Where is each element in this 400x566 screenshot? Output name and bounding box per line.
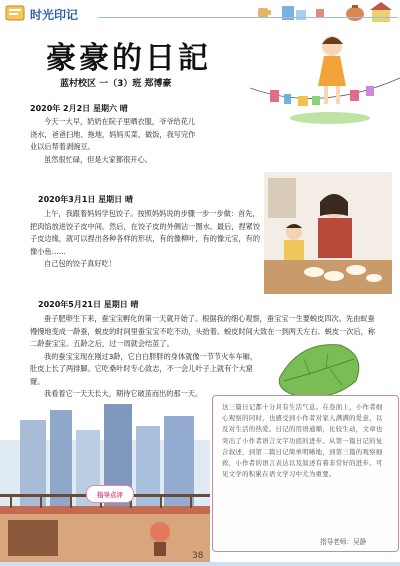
entry-paragraph: 上午，我跟着妈妈学包饺子。按照妈妈说的步骤一步一步做：首先，把肉馅放进饺子皮中间。然后，在饺子皮的外侧沾一圈水。最后，捏紧饺子皮边缘，就可以捏出各种各样的形状，有的像柳叶，有的像元宝，有的像小鱼……	[30, 209, 261, 256]
mother-dumplings-illustration	[264, 172, 392, 294]
entry-paragraph: 今天一大早，奶奶在院子里晒衣服，爷爷给花儿浇水，爸爸扫地、拖地，妈妈买菜、做饭，我写完作业以后帮着剥豌豆。	[30, 117, 196, 151]
entry-paragraph: 我看着它一天天长大，期待它破茧而出的那一天。	[44, 389, 203, 398]
entry-date: 2020年 2月2日 星期六 晴	[30, 104, 128, 113]
entry-body	[30, 116, 202, 166]
entry-date: 2020年5月21日 星期日 晴	[38, 300, 139, 309]
teacher-comment-text: 这三篇日记都十分具有生活气息。在卷面上，小作者细心观察的同时，也感受到小作者对家人满满的爱意，以及对生活的热爱。日记的用语通顺，比较生动，文章也突出了小作者语言文字功底的进步。从第一篇日记的复合叙述，到第二篇日记简单明晰地，到第三篇的观察细致，小作者的语言表达以及叙述有着非常好的进步。可见文学的积累在语文学习中尤为重要。	[222, 403, 383, 479]
entry-paragraph: 自己包的饺子真好吃！	[44, 259, 116, 268]
page-title: 豪豪的日記	[46, 41, 211, 76]
teacher-comment-badge: 指导点评	[86, 485, 134, 503]
entry-paragraph: 虽然很忙碌，但是大家都很开心。	[44, 154, 152, 164]
header-divider	[98, 17, 398, 18]
teapot-icon	[346, 5, 364, 21]
entry-paragraph: 蚕子肥卵生下来，蚕宝宝孵化的第一天就开始了。根据我的细心观察，蚕宝宝一生要蜕皮四次。先由蚁蚕慢慢地变成一龄蚕，蜕皮的时间里蚕宝宝不吃不动，头抬着。蜕皮时间大致在一到两天左右。蜕皮一次后，称二龄蚕宝宝。五龄之后，过一周就会结茧了。	[30, 314, 376, 348]
book-icon	[6, 6, 24, 20]
page-number: 38	[192, 551, 204, 561]
author-byline: 蓝村校区 一（3）班 郑博豪	[60, 79, 172, 89]
footer-rule	[0, 562, 400, 566]
city-balcony-illustration	[0, 400, 210, 562]
entry-body	[30, 208, 262, 271]
girl-laundry-illustration	[250, 28, 400, 128]
section-label: 时光印记	[30, 8, 79, 22]
house-icon	[370, 2, 392, 22]
entry-paragraph: 我的蚕宝宝现在刚过3龄，它白白胖胖的身体就像一节节火车车厢，肚皮上长了两排脚。它吃桑叶时专心致志，不一会儿叶子上就有个大窟窿。	[30, 351, 258, 386]
teacher-signature: 指导老师：吴静	[320, 538, 367, 546]
entry-date: 2020年3月1日 星期日 晴	[38, 195, 133, 204]
